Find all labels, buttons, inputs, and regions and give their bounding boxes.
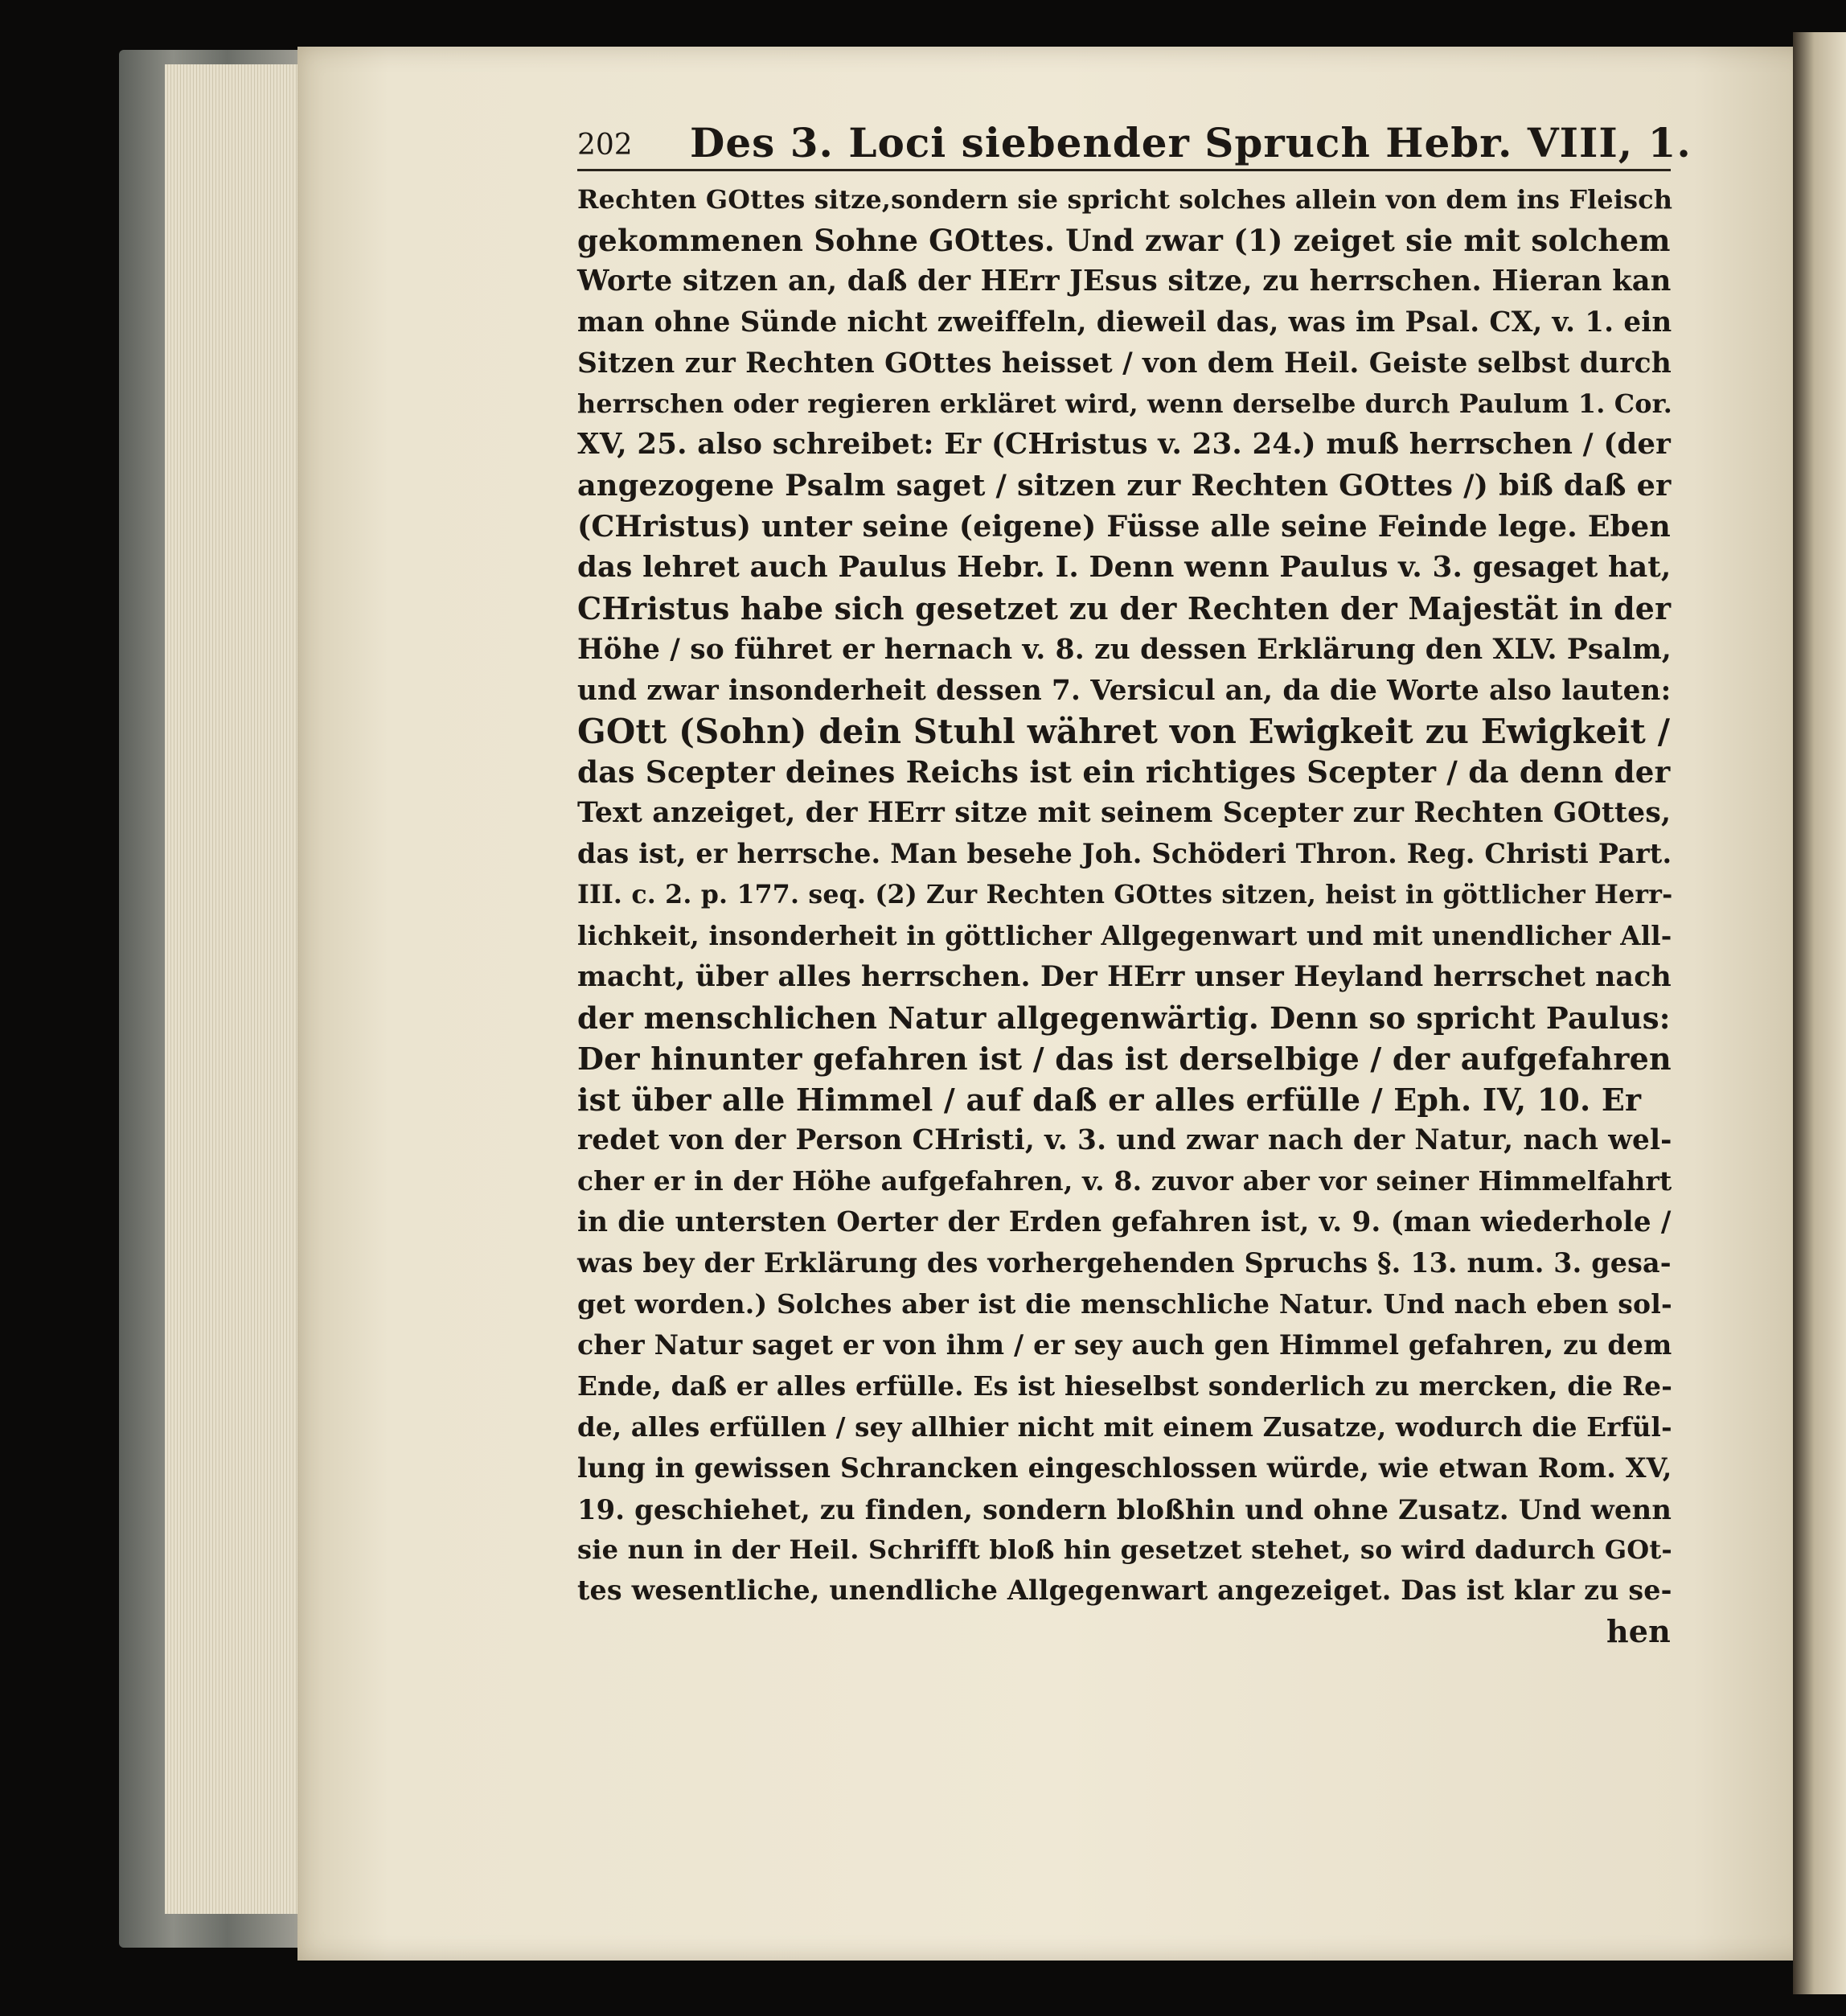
text-line: Höhe / so führet er hernach v. 8. zu dessen Erklärung den XLV. Psalm, <box>577 633 1672 666</box>
running-title: Des 3. Loci siebender Spruch Hebr. VIII, 1. <box>690 119 1692 166</box>
text-line: in die untersten Oerter der Erden gefahren ist, v. 9. (man wiederhole / <box>577 1206 1672 1239</box>
text-line: herrschen oder regieren erkläret wird, wenn derselbe durch Paulum 1. Cor. <box>577 388 1673 420</box>
text-line: Rechten GOttes sitze,sondern sie spricht solches allein von dem ins Fleisch <box>577 184 1673 215</box>
text-line: macht, über alles herrschen. Der HErr unser Heyland herrschet nach <box>577 959 1672 993</box>
catchword: hen <box>1606 1613 1671 1650</box>
text-line: und zwar insonderheit dessen 7. Versicul an, da die Worte also lauten: <box>577 674 1672 707</box>
text-line: das ist, er herrsche. Man besehe Joh. Schöderi Thron. Reg. Christi Part. <box>577 838 1672 870</box>
page-header <box>577 119 1692 171</box>
page-number: 202 <box>577 129 633 162</box>
text-line: tes wesentliche, unendliche Allgegenwart angezeiget. Das ist klar zu se- <box>577 1575 1672 1607</box>
text-line: III. c. 2. p. 177. seq. (2) Zur Rechten GOttes sitzen, heist in göttlicher Herr- <box>577 880 1673 910</box>
text-line: angezogene Psalm saget / sitzen zur Rechten GOttes /) biß daß er <box>577 468 1672 503</box>
text-line: get worden.) Solches aber ist die menschliche Natur. Und nach eben sol- <box>577 1288 1672 1320</box>
text-line: Der hinunter gefahren ist / das ist derselbige / der aufgefahren <box>577 1040 1672 1077</box>
text-line: lung in gewissen Schrancken eingeschlossen würde, wie etwan Rom. XV, <box>577 1451 1672 1484</box>
book-gutter <box>1793 32 1846 1994</box>
text-line: redet von der Person CHristi, v. 3. und zwar nach der Natur, nach wel- <box>577 1124 1672 1157</box>
text-line: lichkeit, insonderheit in göttlicher Allgegenwart und mit unendlicher All- <box>577 920 1672 952</box>
text-line: cher Natur saget er von ihm / er sey auch gen Himmel gefahren, zu dem <box>577 1328 1672 1361</box>
text-block <box>577 119 1692 1653</box>
text-line: (CHristus) unter seine (eigene) Füsse alle seine Feinde lege. Eben <box>577 509 1671 544</box>
text-line: Worte sitzen an, daß der HErr JEsus sitze, zu herrschen. Hieran kan <box>577 264 1672 298</box>
text-line: CHristus habe sich gesetzet zu der Rechten der Majestät in der <box>577 589 1672 626</box>
text-line: das Scepter deines Reichs ist ein richtiges Scepter / da denn der <box>577 754 1671 790</box>
text-line: Text anzeiget, der HErr sitze mit seinem Scepter zur Rechten GOttes, <box>577 797 1672 830</box>
text-line: cher er in der Höhe aufgefahren, v. 8. zuvor aber vor seiner Himmelfahrt <box>577 1165 1672 1197</box>
text-line: de, alles erfüllen / sey allhier nicht mit einem Zusatze, wodurch die Erfül- <box>577 1410 1672 1443</box>
text-line: was bey der Erklärung des vorhergehenden Spruchs §. 13. num. 3. gesa- <box>577 1247 1672 1279</box>
text-line: Ende, daß er alles erfülle. Es ist hieselbst sonderlich zu mercken, die Re- <box>577 1369 1673 1402</box>
text-line: Sitzen zur Rechten GOttes heisset / von dem Heil. Geiste selbst durch <box>577 347 1672 380</box>
body-text <box>577 179 1671 1653</box>
text-line: der menschlichen Natur allgegenwärtig. Denn so spricht Paulus: <box>577 1000 1671 1036</box>
text-line: gekommenen Sohne GOttes. Und zwar (1) zeiget sie mit solchem <box>577 222 1671 258</box>
text-line: 19. geschiehet, zu finden, sondern bloßhin und ohne Zusatz. Und wenn <box>577 1492 1672 1525</box>
text-line: GOtt (Sohn) dein Stuhl währet von Ewigkeit zu Ewigkeit / <box>577 711 1671 751</box>
text-line: XV, 25. also schreibet: Er (CHristus v. 23. 24.) muß herrschen / (der <box>577 428 1672 462</box>
text-line: man ohne Sünde nicht zweiffeln, dieweil das, was im Psal. CX, v. 1. ein <box>577 306 1672 339</box>
text-line: das lehret auch Paulus Hebr. I. Denn wenn Paulus v. 3. gesaget hat, <box>577 551 1672 585</box>
text-line: ist über alle Himmel / auf daß er alles erfülle / Eph. IV, 10. Er <box>577 1081 1642 1118</box>
text-line: sie nun in der Heil. Schrifft bloß hin gesetzet stehet, so wird dadurch GOt- <box>577 1534 1672 1566</box>
